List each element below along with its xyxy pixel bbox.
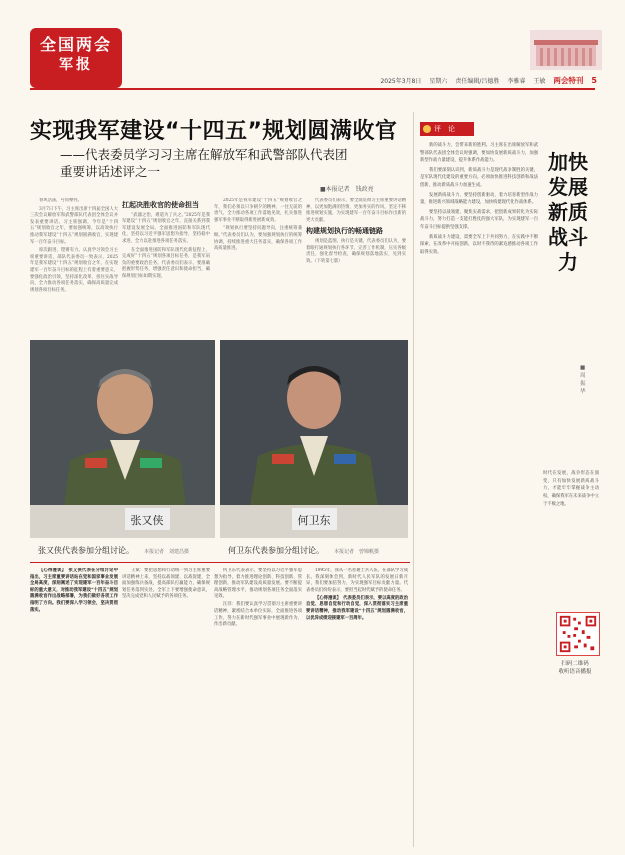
paragraph: 时代在发展，战争形态在演变，只有加快发展新质战斗力，才能牢牢掌握战争主动权，确保我军在未来战争中立于不败之地。 xyxy=(543,471,599,507)
paragraph: 发展新质战斗力，要坚持创新驱动，着力培育新型作战力量，推进新兴领域战略能力建设，加快构建现代化作战体系。 xyxy=(420,192,538,206)
article-column-2 xyxy=(122,198,210,338)
portrait-illustration xyxy=(30,340,215,538)
byline: ■本报记者 钱政亮 xyxy=(320,186,374,193)
article-column-4 xyxy=(306,198,406,338)
nameplate-zhang: 张又侠 xyxy=(130,514,164,527)
emblem-icon xyxy=(423,125,431,133)
paragraph: 要坚持以战领建，聚焦实战需求，把创新成果转化为实际战斗力，努力打造一支能打胜仗的强大军队，为实现建军一百年奋斗目标提供坚强支撑。 xyxy=(420,209,538,230)
photo-zhang-youxia xyxy=(30,340,215,538)
qr-caption-line1: 扫码二维码 xyxy=(561,661,589,667)
commentary-author: ■周振华 xyxy=(580,365,586,395)
caption-right xyxy=(228,545,413,556)
qr-caption-line2: 收听语音播报 xyxy=(558,669,592,675)
paragraph: 【心得漫谈】 代表委员们表示，要以高度的政治自觉、思想自觉和行动自觉，深入贯彻落实习主席重要讲话精神，推动我军建设“十四五”规划圆满收官，以优异成绩迎接建军一百周年。 xyxy=(306,595,408,621)
proof-credit: 王敏 xyxy=(533,77,546,85)
photo-credit: 本报记者 曾锦帆摄 xyxy=(334,549,380,555)
paragraph: 代表委员们表示，要全面贯彻习主席重要讲话精神，以更加饱满的热情、更加务实的作风，坚定不移推进规划实施，为实现建军一百年奋斗目标作出新的更大贡献。 xyxy=(306,198,406,223)
photo-he-weidong xyxy=(220,340,408,538)
commentary-tag-label: 评 论 xyxy=(434,125,455,133)
masthead-meta xyxy=(292,74,597,86)
paragraph: 新的战斗力，会带来新的胜利。习主席在出席解放军和武警部队代表团全体会议时强调，要加快发展新质战斗力，加强新型作战力量建设，提升体系作战能力。 xyxy=(420,143,538,164)
qr-code-icon[interactable] xyxy=(556,612,600,656)
paragraph: 新质战斗力建设，需要全军上下共同努力，在实践中不断探索，在改革中开拓创新，以时不我待的紧迫感推动各项工作取得实效。 xyxy=(420,234,538,255)
great-hall-illustration xyxy=(530,30,602,70)
paragraph: 3月7日下午，习主席出席十四届全国人大三次会议解放军和武警部队代表团全体会议并发表重要讲话。习主席强调，今年是“十四五”规划收官之年，要加强统筹，以高效执行推动我军建设“十四五”规划圆满收官，实现建军一百年奋斗目标。 xyxy=(30,206,118,245)
paragraph: 2025年是我军建设“十四五”规划收官之年，我们必须以只争朝夕的精神、一往无前的勇气，全力推动各项工作落地见效，扎实推进强军事业不断取得新进展新成效。 xyxy=(214,198,302,223)
logo-line2: 军报 xyxy=(59,57,93,73)
subhead-line1: ——代表委员学习习主席在解放军和武警部队代表团 xyxy=(60,147,348,162)
checker-credit: 李雅睿 xyxy=(507,77,526,85)
section-heading: 扛起决胜收官的使命担当 xyxy=(122,201,199,209)
section-divider xyxy=(30,562,410,563)
subhead-line2: 重要讲话述评之一 xyxy=(60,164,161,179)
issue-weekday: 星期六 xyxy=(429,77,448,85)
sidebar-divider xyxy=(413,112,414,847)
nameplate-he: 何卫东 xyxy=(297,514,331,527)
commentary-vertical-title: 加快发展新质战斗力 xyxy=(548,150,588,274)
editor-credit: 责任编辑/吕德胜 xyxy=(455,77,500,85)
page-subheadline xyxy=(60,146,420,180)
article-column-1 xyxy=(30,198,118,338)
paragraph: 我们要深刻认识到，新质战斗力是现代战争制胜的关键，是军队现代化建设的重要方向。必须加快推进科技创新和战法创新，推动新质战斗力加速生成。 xyxy=(420,167,538,188)
paragraph: 春风浩荡，号角嘹亮。 xyxy=(39,198,82,203)
paragraph: 王斌：要把思想和行动统一到习主席重要讲话精神上来，坚持以战领建、以战促建，全面加强练兵备战，提高部队打赢能力，确保规划任务落到实处。全军上下要增强使命意识，坚决完成党和人民赋予的各项任务。 xyxy=(122,568,210,600)
lower-column-2 xyxy=(122,568,210,848)
lower-column-3 xyxy=(214,568,302,848)
logo-line1: 全国两会 xyxy=(39,35,112,54)
commentary-body xyxy=(420,142,538,652)
article-column-3 xyxy=(214,198,302,338)
portrait-illustration xyxy=(220,340,408,538)
photo-credit: 本报记者 刘建昌摄 xyxy=(144,549,190,555)
paragraph: 【心得漫谈】 张又侠代表在分组讨论中指出，习主席重要讲话站在党和国家事业发展全局高度，深刻阐述了实现建军一百年奋斗目标的重大意义，对推动我军建设“十四五”规划圆满收官作出战略部署，为我们做好各项工作指明了方向。我们要深入学习领会，坚决贯彻落实。 xyxy=(30,568,118,613)
page-number: 5 xyxy=(591,75,597,85)
commentary-tag xyxy=(420,122,474,136)
special-edition-label: 两会特刊 xyxy=(553,75,584,85)
commentary-body-continued xyxy=(543,466,599,534)
caption-left xyxy=(38,545,218,556)
paragraph: “武器之治，难道为了兵之。”2025年是我军建设“十四五”规划收官之年，直接关系到我军建设发展全局。全面推进国防和军队现代化，坚持以习近平强军思想为指导，坚持稳中求进，全力以赴推进各项任务落实。 xyxy=(122,212,210,244)
lower-column-1 xyxy=(30,568,118,848)
paragraph: 何卫东代表表示，要坚持以习近平强军思想为指导，着力推进理论创新、科技创新、管理创新，推动军队建设高质量发展。要不断提高战略管理水平，推动规划各项任务全面落实见效。 xyxy=(214,568,302,600)
paragraph: 汪洋：我们要认真学习贯彻习主席重要讲话精神，紧密结合本单位实际，全面推进各项工作，努力在新时代强军事业中展现新作为、作出新贡献。 xyxy=(214,602,302,628)
issue-date: 2025年3月8日 xyxy=(380,77,422,85)
caption-text: 张又侠代表参加分组讨论。 xyxy=(38,546,134,555)
lower-column-4 xyxy=(306,568,408,848)
masthead-rule xyxy=(30,88,595,90)
caption-text: 何卫东代表参加分组讨论。 xyxy=(228,546,324,555)
masthead-logo xyxy=(30,28,122,88)
paragraph: “规划执行要坚持问题导向，注重统筹兼顾。”代表委员们认为，要加强规划执行的统筹协调，持续推进重大任务落实，确保各项工作高质量推进。 xyxy=(214,226,302,252)
paragraph: 席次跟进，铿锵有力。认真学习领会习主席重要讲话，部队代表委员一致表示，2025年是我军建设“十四五”规划收官之年，在实现建军一百年奋斗目标的征程上有着重要意义，要强化政治引领，坚持深化改革、扭住实战导向，全力推动各项任务落实，确保高质量完成规划各项目标任务。 xyxy=(30,248,118,293)
section-heading: 构建规划执行的畅通链路 xyxy=(306,227,383,236)
page-headline: 实现我军建设“十四五”规划圆满收官 xyxy=(30,119,398,144)
paragraph: 规划是蓝图，执行是关键。代表委员们认为，要着眼打通规划执行各环节，完善工作机制，压实各级责任，强化督导检查，确保规划落地落实、见到实效。（下转第七版） xyxy=(306,238,406,264)
qr-caption xyxy=(540,660,610,676)
paragraph: 1995年，我从一名普通士兵入伍，在部队学习成长。我深刻体会到，新时代人民军队的发展日新月异，我们要加倍努力，为实现强军目标贡献力量。代表委员们纷纷表示，要担当起时代赋予的使命任务。 xyxy=(306,568,408,593)
paragraph: 在全面推进国防和军队现代化新征程上，完成好“十四五”规划各项目标任务，是我军肩负的重要政治任务。代表委员们表示，要准确把握形势任务，增强责任意识和使命担当，确保规划目标如期实现。 xyxy=(122,247,210,279)
